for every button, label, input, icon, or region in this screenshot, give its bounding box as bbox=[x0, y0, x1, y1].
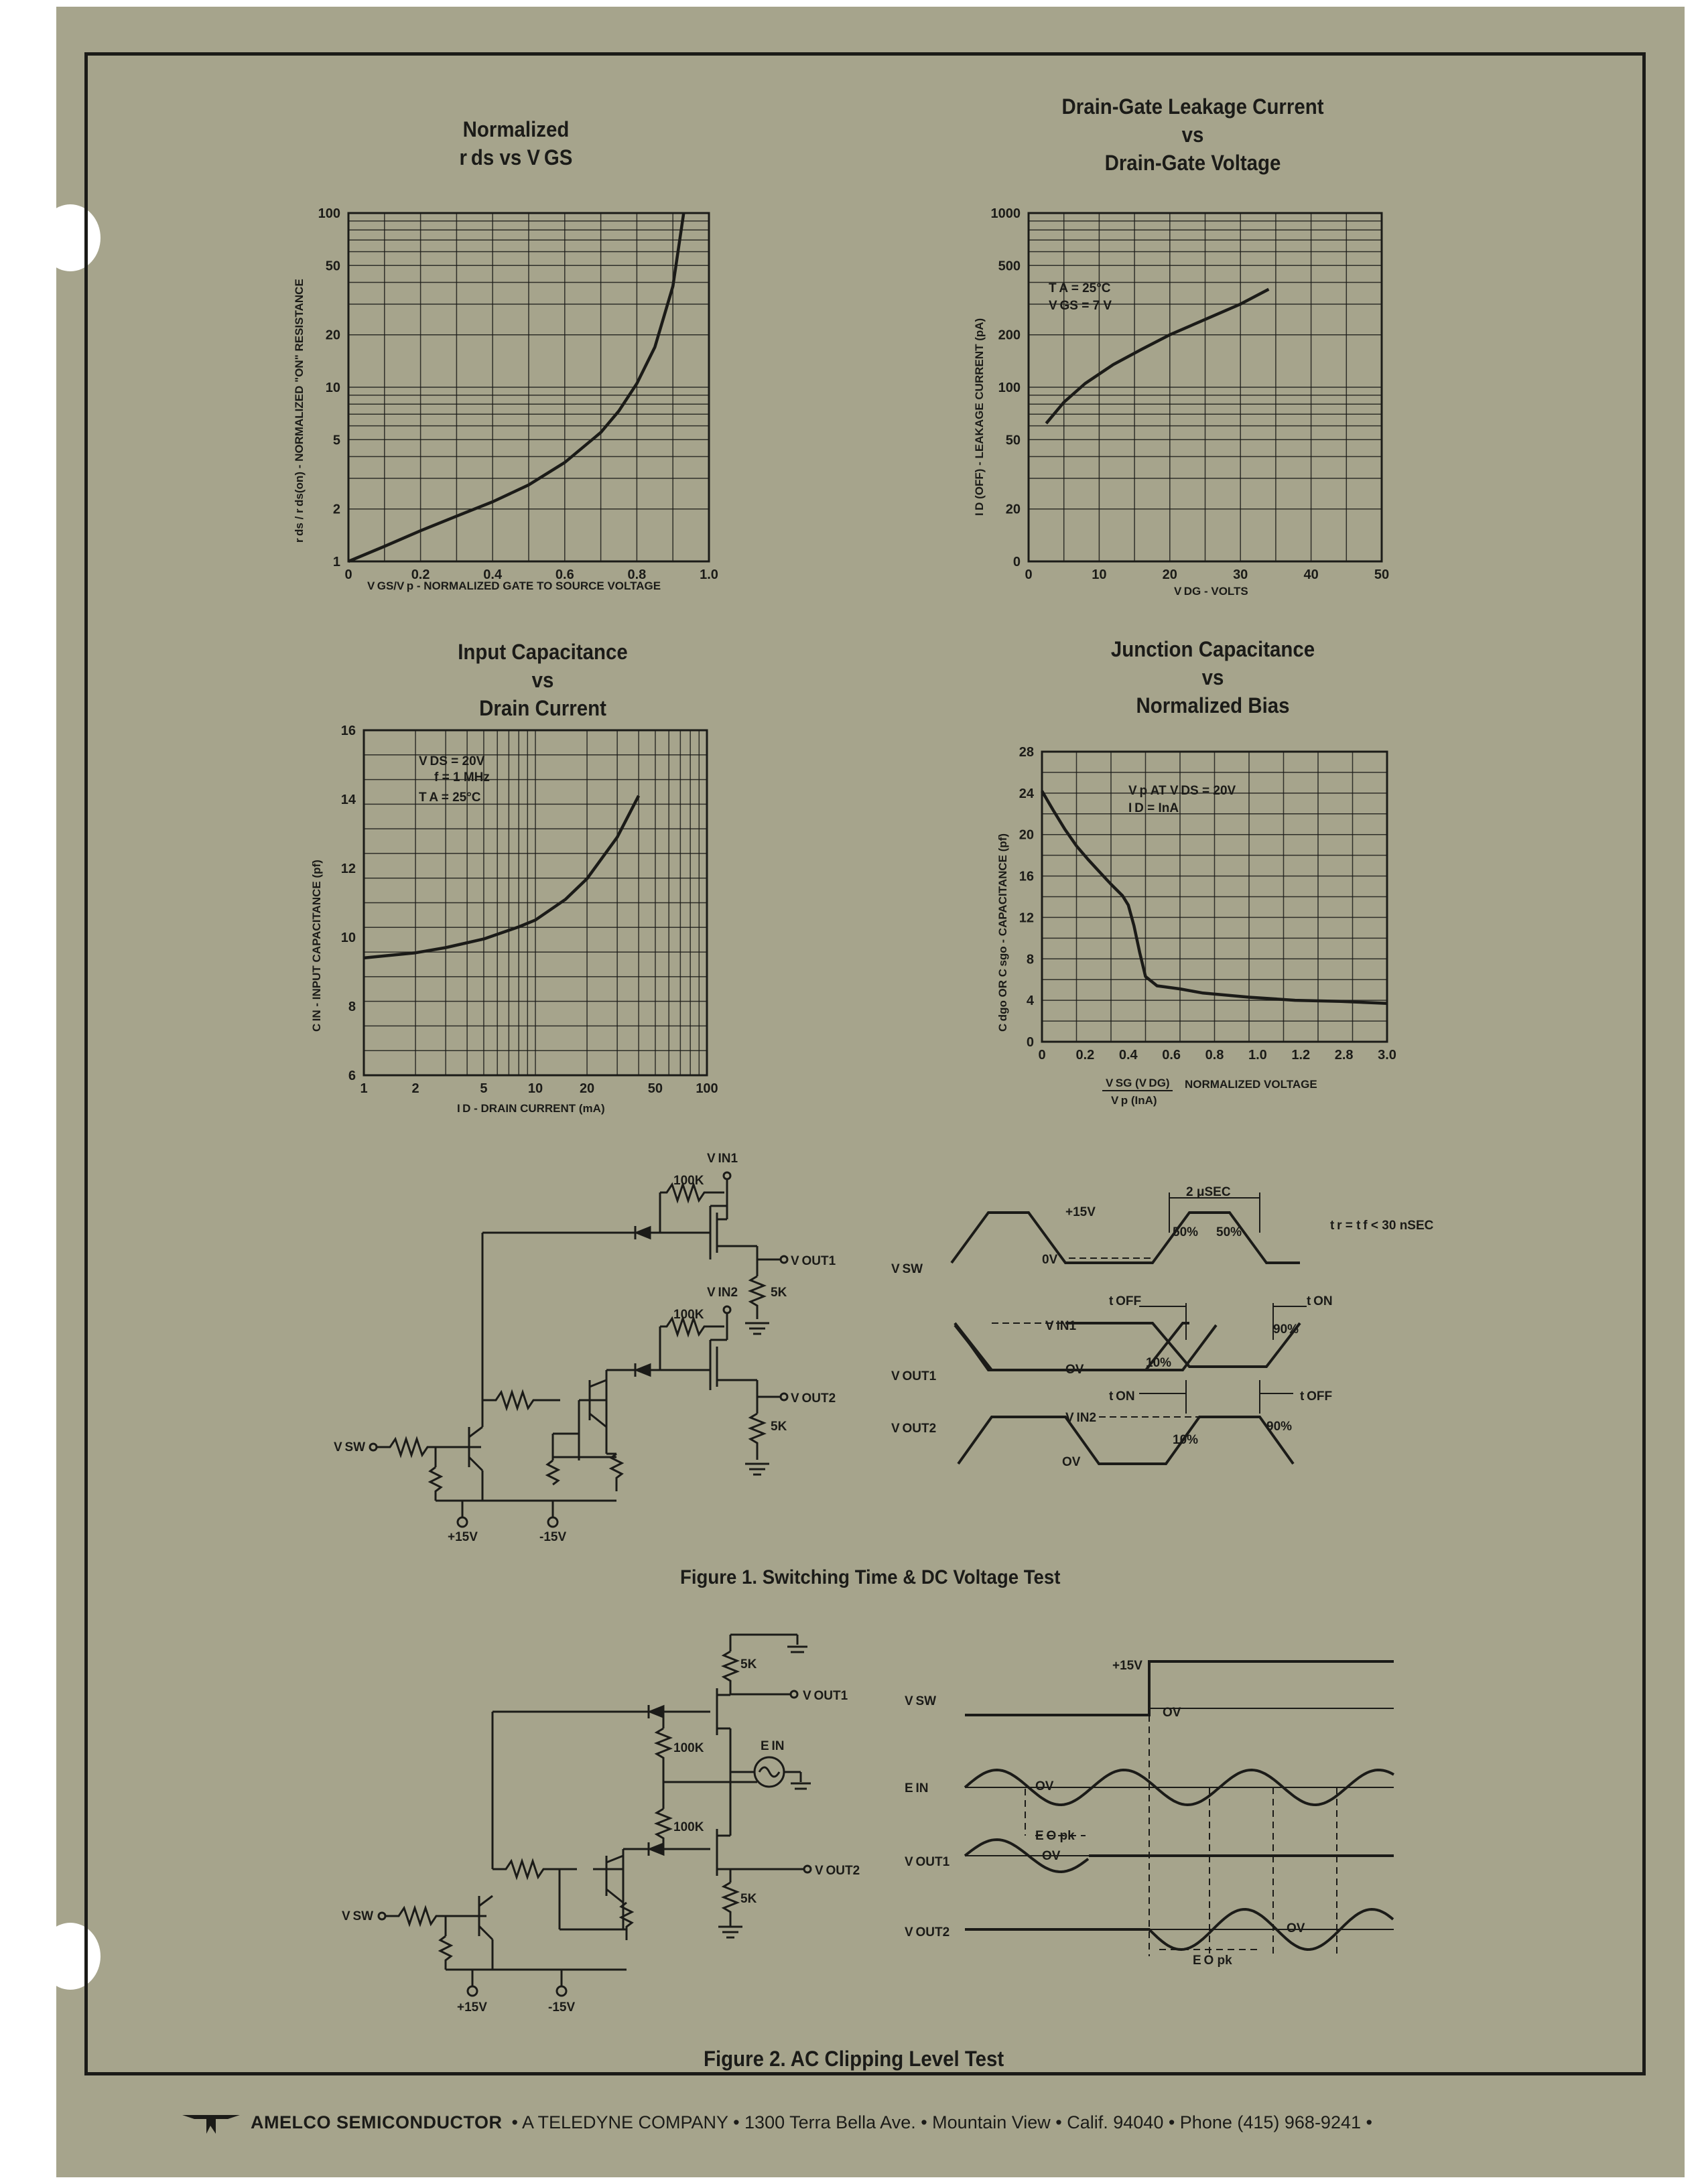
charts-layer bbox=[318, 206, 1396, 1096]
x-tick-label: 0.6 bbox=[1162, 1048, 1181, 1063]
leak-xlabel: V DG - VOLTS bbox=[1174, 585, 1248, 598]
x-tick-label: 0.2 bbox=[1075, 1048, 1095, 1063]
x-tick-label: 2.8 bbox=[1334, 1048, 1354, 1063]
fig1-timing-vout2: V OUT2 bbox=[891, 1422, 937, 1436]
fig2-timing-0v: OV bbox=[1035, 1779, 1054, 1793]
chart-title-line: Input Capacitance bbox=[458, 640, 628, 664]
figure-1-caption: Figure 1. Switching Time & DC Voltage Test bbox=[680, 1566, 1061, 1588]
footer-company: AMELCO SEMICONDUCTOR bbox=[251, 2112, 503, 2132]
fig1-timing-toff: t OFF bbox=[1300, 1389, 1333, 1404]
y-tick-label: 1000 bbox=[990, 206, 1021, 221]
x-tick-label: 50 bbox=[1374, 567, 1390, 582]
x-tick-label: 2 bbox=[411, 1081, 419, 1096]
footer bbox=[181, 2109, 1372, 2136]
teledyne-logo-icon bbox=[181, 2110, 241, 2135]
chart-title-line: Normalized Bias bbox=[1136, 693, 1290, 718]
fig2-plus15v: +15V bbox=[457, 2000, 487, 2015]
fig1-timing-50pct: 50% bbox=[1173, 1225, 1199, 1239]
footer-address: • A TELEDYNE COMPANY • 1300 Terra Bella Ave. • Mountain View • Calif. 94040 • Phone (415) 968-9241 • bbox=[511, 2112, 1372, 2132]
figure-2-caption: Figure 2. AC Clipping Level Test bbox=[704, 2047, 1004, 2071]
x-tick-label: 0.8 bbox=[1205, 1048, 1224, 1063]
fig1-timing-vsw: V SW bbox=[891, 1262, 923, 1276]
x-tick-label: 40 bbox=[1303, 567, 1319, 582]
fig1-timing-ton: t ON bbox=[1307, 1294, 1333, 1308]
fig1-schematic bbox=[370, 1172, 787, 1527]
y-tick-label: 28 bbox=[1019, 745, 1034, 760]
chart-title-line: Drain-Gate Voltage bbox=[1104, 151, 1281, 175]
fig1-timing-vin2: V IN2 bbox=[1065, 1411, 1097, 1425]
rds-ylabel: r ds / r ds(on) - NORMALIZED "ON" RESISTANCE bbox=[293, 279, 306, 543]
series-curve bbox=[364, 796, 639, 958]
fig1-timing-10pct: 10% bbox=[1146, 1356, 1172, 1370]
fig1-timing-90pct: 90% bbox=[1266, 1420, 1293, 1434]
junc-note: I D = InA bbox=[1128, 801, 1179, 815]
junc-note: V p AT V DS = 20V bbox=[1128, 784, 1236, 798]
y-tick-label: 20 bbox=[1019, 827, 1034, 843]
x-tick-label: 1 bbox=[360, 1081, 368, 1096]
chart-title-line: Junction Capacitance bbox=[1110, 637, 1315, 661]
cin-xlabel: I D - DRAIN CURRENT (mA) bbox=[457, 1102, 605, 1115]
fig1-vout2: V OUT2 bbox=[791, 1391, 836, 1406]
x-tick-label: 20 bbox=[1162, 567, 1177, 582]
x-tick-label: 1.0 bbox=[700, 567, 718, 582]
fig2-timing bbox=[965, 1661, 1394, 1950]
chart-title-line: vs bbox=[1201, 665, 1224, 689]
fig1-r100k: 100K bbox=[673, 1174, 704, 1188]
y-tick-label: 5 bbox=[332, 433, 340, 448]
y-tick-label: 8 bbox=[1026, 952, 1034, 967]
fig2-timing-0v: OV bbox=[1287, 1921, 1305, 1935]
y-tick-label: 4 bbox=[1026, 994, 1034, 1009]
fig1-timing-0v: OV bbox=[1062, 1455, 1081, 1469]
y-tick-label: 200 bbox=[998, 328, 1021, 343]
fig1-timing-0v: OV bbox=[1065, 1363, 1084, 1377]
fig1-timing-0v: 0V bbox=[1042, 1253, 1058, 1267]
fig1-timing-pulse-width: 2 μSEC bbox=[1186, 1185, 1231, 1199]
x-tick-label: 0 bbox=[1038, 1048, 1046, 1063]
y-tick-label: 2 bbox=[332, 502, 340, 517]
fig2-ein: E IN bbox=[761, 1739, 785, 1753]
fig1-plus15v: +15V bbox=[448, 1530, 478, 1544]
fig1-vin1: V IN1 bbox=[707, 1152, 738, 1166]
junc-xlabel-top: V SG (V DG) bbox=[1106, 1077, 1170, 1089]
fig2-r5k: 5K bbox=[740, 1892, 757, 1906]
y-tick-label: 24 bbox=[1019, 786, 1034, 801]
fig2-timing-vout2: V OUT2 bbox=[905, 1925, 950, 1939]
cin-note: V DS = 20V bbox=[419, 754, 485, 768]
y-tick-label: 12 bbox=[1019, 910, 1034, 926]
cin-note: f = 1 MHz bbox=[434, 770, 490, 784]
chart-title-line: Drain Current bbox=[479, 696, 606, 720]
x-tick-label: 3.0 bbox=[1378, 1048, 1396, 1063]
y-tick-label: 20 bbox=[325, 328, 340, 343]
leak-ylabel: I D (OFF) - LEAKAGE CURRENT (pA) bbox=[973, 318, 986, 516]
y-tick-label: 0 bbox=[1012, 555, 1021, 569]
y-tick-label: 50 bbox=[325, 259, 340, 274]
y-tick-label: 20 bbox=[1005, 502, 1021, 517]
y-tick-label: 8 bbox=[348, 1000, 356, 1014]
x-tick-label: 20 bbox=[579, 1081, 595, 1096]
x-tick-label: 1.0 bbox=[1248, 1048, 1267, 1063]
fig1-timing-50pct: 50% bbox=[1216, 1225, 1242, 1239]
y-tick-label: 16 bbox=[1019, 869, 1034, 884]
y-tick-label: 12 bbox=[340, 862, 356, 876]
x-tick-label: 0 bbox=[1025, 567, 1033, 582]
y-tick-label: 14 bbox=[340, 793, 356, 807]
fig1-timing bbox=[952, 1213, 1300, 1464]
fig1-r100k: 100K bbox=[673, 1308, 704, 1322]
fig2-r5k: 5K bbox=[740, 1657, 757, 1671]
rds-xlabel: V GS/V p - NORMALIZED GATE TO SOURCE VOLTAGE bbox=[367, 579, 661, 592]
x-tick-label: 10 bbox=[527, 1081, 543, 1096]
leak-note: T A = 25°C bbox=[1049, 281, 1111, 295]
fig2-timing-ein: E IN bbox=[905, 1781, 929, 1795]
fig2-schematic bbox=[379, 1635, 811, 1996]
junc-ylabel: C dgo OR C sgo - CAPACITANCE (pf) bbox=[996, 833, 1009, 1032]
fig2-timing-0v: OV bbox=[1042, 1849, 1061, 1863]
x-tick-label: 0.4 bbox=[1118, 1048, 1138, 1063]
fig2-r100k: 100K bbox=[673, 1741, 704, 1755]
y-tick-label: 1 bbox=[332, 555, 340, 569]
fig2-timing-vsw: V SW bbox=[905, 1694, 937, 1708]
fig2-vout2: V OUT2 bbox=[815, 1864, 860, 1878]
chart-title-line: vs bbox=[531, 668, 554, 692]
fig1-vin2: V IN2 bbox=[707, 1286, 738, 1300]
junc-xlabel-right: NORMALIZED VOLTAGE bbox=[1185, 1078, 1317, 1091]
x-tick-label: 0.2 bbox=[411, 567, 430, 582]
y-tick-label: 100 bbox=[998, 381, 1021, 395]
fig2-timing-15v: +15V bbox=[1112, 1659, 1142, 1673]
y-tick-label: 16 bbox=[340, 724, 356, 738]
fig2-r100k: 100K bbox=[673, 1820, 704, 1834]
cin-note: T A = 25°C bbox=[419, 791, 481, 805]
x-tick-label: 100 bbox=[696, 1081, 718, 1096]
fig1-vsw: V SW bbox=[334, 1440, 366, 1454]
x-tick-label: 30 bbox=[1233, 567, 1248, 582]
x-tick-label: 0.4 bbox=[483, 567, 503, 582]
y-tick-label: 500 bbox=[998, 259, 1021, 274]
y-tick-label: 10 bbox=[340, 931, 356, 945]
fig2-timing-eopk: E O pk bbox=[1193, 1954, 1232, 1968]
fig2-vsw: V SW bbox=[342, 1909, 374, 1923]
chart-title-line: Drain-Gate Leakage Current bbox=[1061, 94, 1324, 119]
cin-ylabel: C IN - INPUT CAPACITANCE (pf) bbox=[310, 860, 323, 1032]
fig2-vout1: V OUT1 bbox=[803, 1689, 848, 1703]
x-tick-label: 0 bbox=[344, 567, 352, 582]
fig1-r5k: 5K bbox=[771, 1286, 787, 1300]
fig1-r5k: 5K bbox=[771, 1420, 787, 1434]
x-tick-label: 50 bbox=[647, 1081, 663, 1096]
leak-note: V GS = 7 V bbox=[1049, 299, 1112, 313]
fig1-timing-toff: t OFF bbox=[1109, 1294, 1142, 1308]
chart-title-line: vs bbox=[1181, 123, 1204, 147]
fig1-minus15v: -15V bbox=[539, 1530, 567, 1544]
y-tick-label: 0 bbox=[1026, 1035, 1034, 1050]
y-tick-label: 50 bbox=[1005, 433, 1021, 448]
fig2-timing-vout1: V OUT1 bbox=[905, 1855, 950, 1869]
chart-title-line: Normalized bbox=[462, 117, 570, 141]
fig1-vout1: V OUT1 bbox=[791, 1254, 836, 1268]
fig1-timing-15v: +15V bbox=[1065, 1205, 1096, 1219]
x-tick-label: 10 bbox=[1092, 567, 1107, 582]
x-tick-label: 1.2 bbox=[1291, 1048, 1311, 1063]
fig2-timing-eopk: E O pk bbox=[1035, 1829, 1075, 1843]
fig1-timing-10pct: 10% bbox=[1173, 1433, 1199, 1447]
fig1-timing-vin1: V IN1 bbox=[1045, 1319, 1077, 1333]
fig1-timing-vout1: V OUT1 bbox=[891, 1369, 937, 1383]
junc-xlabel-bottom: V p (InA) bbox=[1111, 1094, 1157, 1107]
y-tick-label: 10 bbox=[325, 381, 340, 395]
fig2-timing-0v: OV bbox=[1163, 1706, 1181, 1720]
fig2-minus15v: -15V bbox=[548, 2000, 576, 2015]
x-tick-label: 5 bbox=[480, 1081, 488, 1096]
fig1-timing-rise-fall: t r = t f < 30 nSEC bbox=[1330, 1219, 1434, 1233]
x-tick-label: 0.6 bbox=[555, 567, 574, 582]
fig1-timing-90pct: 90% bbox=[1273, 1322, 1299, 1337]
fig1-timing-ton: t ON bbox=[1109, 1389, 1135, 1404]
chart-title-line: r ds vs V GS bbox=[459, 145, 573, 169]
y-tick-label: 100 bbox=[318, 206, 340, 221]
y-tick-label: 6 bbox=[348, 1069, 356, 1083]
x-tick-label: 0.8 bbox=[627, 567, 647, 582]
